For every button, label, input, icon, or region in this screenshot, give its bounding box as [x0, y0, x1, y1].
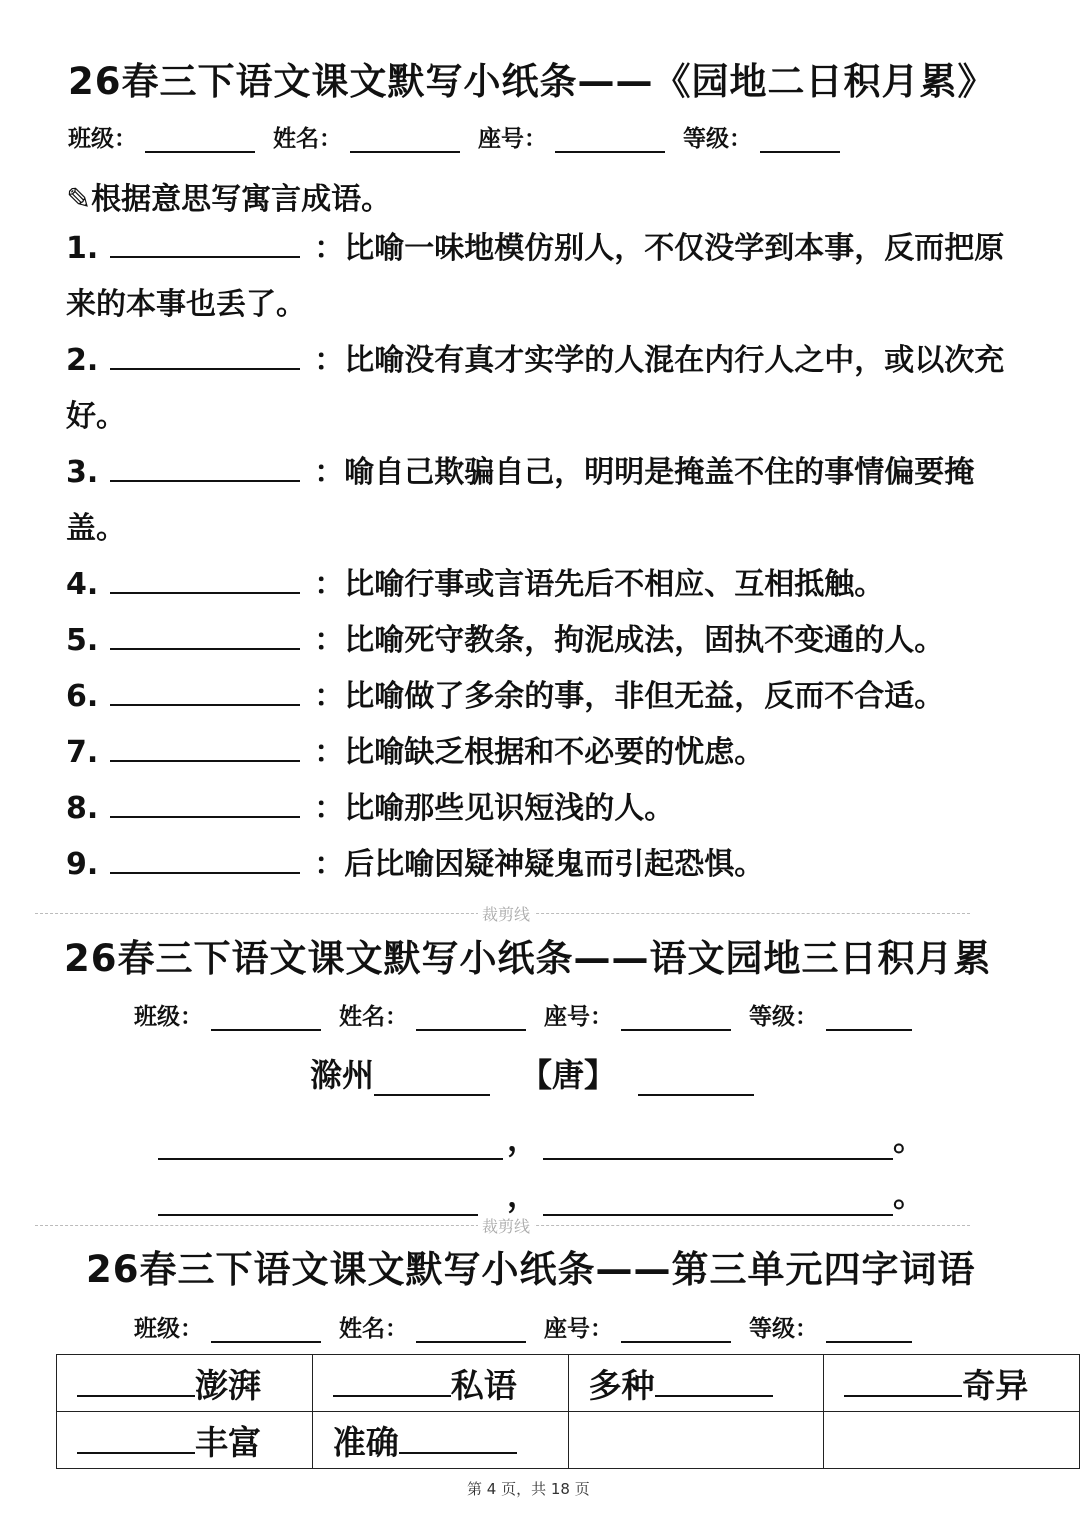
poem-blank[interactable]	[158, 1128, 503, 1160]
name-label: 姓名：	[273, 126, 342, 152]
list-item: 7. ：比喻缺乏根据和不必要的忧虑。	[66, 725, 1026, 781]
seat-label: 座号：	[544, 1316, 613, 1342]
class-input[interactable]	[211, 1007, 321, 1031]
grade-label: 等级：	[683, 126, 752, 152]
section2-title: 26春三下语文课文默写小纸条——语文园地三日积月累	[64, 937, 992, 980]
period: 。	[893, 1120, 926, 1158]
answer-blank[interactable]	[110, 844, 300, 874]
list-item: 6. ：比喻做了多余的事，非但无益，反而不合适。	[66, 669, 1026, 725]
answer-blank[interactable]	[110, 340, 300, 370]
poem-blank[interactable]	[158, 1184, 503, 1216]
grade-label: 等级：	[749, 1004, 818, 1030]
list-item: 1. ：比喻一味地模仿别人，不仅没学到本事，反而把原来的本事也丢了。	[66, 221, 1026, 333]
list-item: 8. ：比喻那些见识短浅的人。	[66, 781, 1026, 837]
name-input[interactable]	[416, 1007, 526, 1031]
class-input[interactable]	[145, 129, 255, 153]
table-row	[57, 1412, 1080, 1469]
word-blank[interactable]	[77, 1365, 195, 1397]
answer-blank[interactable]	[110, 452, 300, 482]
poem-blank[interactable]	[543, 1184, 893, 1216]
class-label: 班级：	[134, 1004, 203, 1030]
section3-title: 26春三下语文课文默写小纸条——第三单元四字词语	[86, 1248, 976, 1291]
table-cell: 丰富	[57, 1412, 313, 1469]
grade-input[interactable]	[826, 1007, 912, 1031]
poem-dynasty: 【唐】	[520, 1056, 617, 1094]
grade-label: 等级：	[749, 1316, 818, 1342]
section3-info-row	[134, 1310, 930, 1343]
answer-blank[interactable]	[110, 228, 300, 258]
poem-line-1	[158, 1114, 925, 1160]
grade-input[interactable]	[760, 129, 840, 153]
word-table	[56, 1354, 1080, 1469]
table-cell	[568, 1412, 824, 1469]
comma: ，	[507, 1120, 540, 1158]
class-label: 班级：	[134, 1316, 203, 1342]
class-label: 班级：	[68, 126, 137, 152]
table-cell: 澎湃	[57, 1355, 313, 1412]
grade-input[interactable]	[826, 1319, 912, 1343]
list-item: 9. ：后比喻因疑神疑鬼而引起恐惧。	[66, 837, 1026, 893]
word-blank[interactable]	[844, 1365, 962, 1397]
seat-input[interactable]	[555, 129, 665, 153]
poem-heading	[310, 1050, 754, 1096]
name-label: 姓名：	[339, 1316, 408, 1342]
table-cell: 私语	[312, 1355, 568, 1412]
word-blank[interactable]	[77, 1422, 195, 1454]
table-cell	[824, 1412, 1080, 1469]
list-item: 4. ：比喻行事或言语先后不相应、互相抵触。	[66, 557, 1026, 613]
list-item: 3. ：喻自己欺骗自己，明明是掩盖不住的事情偏要掩盖。	[66, 445, 1026, 557]
class-input[interactable]	[211, 1319, 321, 1343]
answer-blank[interactable]	[110, 564, 300, 594]
idiom-list	[66, 221, 1026, 893]
answer-blank[interactable]	[110, 620, 300, 650]
word-blank[interactable]	[655, 1365, 773, 1397]
cut-line-label: 裁剪线	[478, 1214, 534, 1237]
seat-label: 座号：	[478, 126, 547, 152]
answer-blank[interactable]	[110, 788, 300, 818]
seat-label: 座号：	[544, 1004, 613, 1030]
word-blank[interactable]	[399, 1422, 517, 1454]
poem-blank[interactable]	[543, 1128, 893, 1160]
table-cell: 多种	[568, 1355, 824, 1412]
cut-line-label: 裁剪线	[478, 902, 534, 925]
section2-info-row	[134, 998, 930, 1031]
seat-input[interactable]	[621, 1319, 731, 1343]
instruction: ✎根据意思写寓言成语。	[66, 182, 392, 217]
table-cell: 奇异	[824, 1355, 1080, 1412]
seat-input[interactable]	[621, 1007, 731, 1031]
section1-info-row	[68, 120, 858, 153]
list-item: 5. ：比喻死守教条，拘泥成法，固执不变通的人。	[66, 613, 1026, 669]
name-input[interactable]	[350, 129, 460, 153]
poem-title-blank[interactable]	[374, 1064, 490, 1096]
page-footer: 第 4 页，共 18 页	[467, 1480, 590, 1498]
poem-title: 滁州	[310, 1056, 375, 1094]
list-item: 2. ：比喻没有真才实学的人混在内行人之中，或以次充好。	[66, 333, 1026, 445]
word-blank[interactable]	[333, 1365, 451, 1397]
period: 。	[893, 1176, 926, 1214]
table-row	[57, 1355, 1080, 1412]
comma: ，	[507, 1176, 540, 1214]
poem-author-blank[interactable]	[638, 1064, 754, 1096]
name-label: 姓名：	[339, 1004, 408, 1030]
table-cell: 准确	[312, 1412, 568, 1469]
poem-line-2	[158, 1170, 925, 1216]
answer-blank[interactable]	[110, 732, 300, 762]
answer-blank[interactable]	[110, 676, 300, 706]
name-input[interactable]	[416, 1319, 526, 1343]
section1-title: 26春三下语文课文默写小纸条——《园地二日积月累》	[68, 60, 996, 103]
